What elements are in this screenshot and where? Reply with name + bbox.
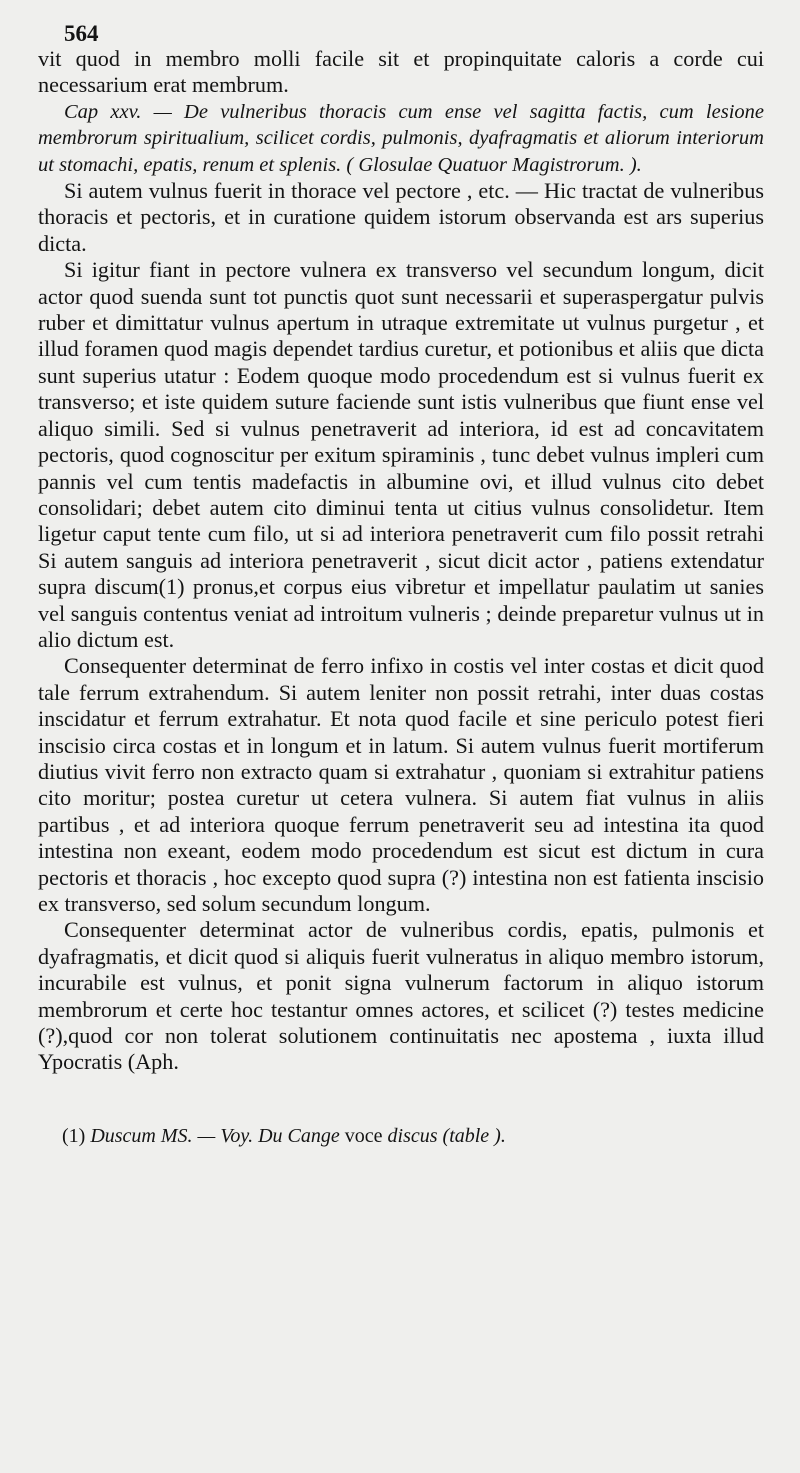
page-number: 564: [64, 21, 99, 46]
paragraph-4: Si igitur fiant in pectore vulnera ex transverso vel secundum longum, dicit actor quod suenda sunt tot punctis quot sunt necessarii et superaspergatur pulvis ruber et dimittatur vulnus apertum in utraque extremitate ut vulnus purgetur , et illud foramen quod magis dependet tardius curetur, et potionibus et aliis que dicta sunt superius utatur : Eodem quoque modo procedendum est si vulnus fuerit ex transverso; et iste quidem suture faciende sunt istis vulneribus que fiunt ense vel aliquo simili. Sed si vulnus penetraverit ad interiora, id est ad concavitatem pectoris, quod cognoscitur per exitum spiraminis , tunc debet vulnus impleri cum pannis vel cum tentis madefactis in albumine ovi, et illud vulnus cito debet consolidari; debet autem cito diminui tenta ut citius vulnus consolidetur. Item ligetur caput tente cum filo, ut si ad interiora penetraverit cum filo possit retrahi Si autem sanguis ad interiora penetraverit , sicut dicit actor , patiens extendatur supra discum(1) pronus,et corpus eius vibretur et impellatur paulatim ut sanies vel sanguis contentus veniat ad introitum vulneris ; deinde preparetur vulnus ut in alio dictum est.: [38, 257, 764, 652]
paragraph-6: Consequenter determinat actor de vulneribus cordis, epatis, pulmonis et dyafragmatis, et dicit quod si aliquis fuerit vulneratus in aliquo membro istorum, incurabile est vulnus, et ponit signa vulnerum factorum in aliquo istorum membrorum et certe hoc testantur omnes actores, et scilicet (?) testes medicine (?),quod cor non tolerat solutionem continuitatis nec apostema , iuxta illud Ypocratis (Aph.: [38, 917, 764, 1075]
paragraph-5: Consequenter determinat de ferro infixo in costis vel inter costas et dicit quod tale ferrum extrahendum. Si autem leniter non possit retrahi, inter duas costas inscidatur et ferrum extrahatur. Et nota quod facile et sine periculo potest fieri inscisio circa costas et in longum et in latum. Si autem vulnus fuerit mortiferum diutius vivit ferro non extracto quam si extrahatur , quoniam si extrahitur patiens cito moritur; postea curetur ut cetera vulnera. Si autem fiat vulnus in aliis partibus , et ad interiora quoque ferrum penetraverit seu ad intestina ita quod intestina non exeant, eodem modo procedendum est sicut est dictum in cura pectoris et thoracis , hoc excepto quod supra (?) intestina non est fatienta inscisio ex transverso, sed solum secundum longum.: [38, 653, 764, 916]
footnote: [38, 1124, 764, 1148]
footnote-spacer: [38, 1076, 764, 1114]
footnote-table: (table ).: [437, 1124, 506, 1147]
paragraph-3: Si autem vulnus fuerit in thorace vel pectore , etc. — Hic tractat de vulneribus thoracis et pectoris, et in curatione quidem istorum observanda est ars superius dicta.: [38, 178, 764, 256]
footnote-main: Duscum MS. —: [90, 1124, 221, 1147]
body-text: [38, 46, 764, 1076]
chapter-heading: Cap xxv. — De vulneribus thoracis cum ense vel sagitta factis, cum lesione membrorum spiritualium, scilicet cordis, pulmonis, dyafragmatis et aliorum interiorum ut stomachi, epatis, renum et splenis. ( Glosulae Quatuor Magistrorum. ).: [38, 100, 764, 176]
footnote-voce: voce: [339, 1124, 388, 1147]
footnote-discus: discus: [387, 1124, 438, 1147]
paragraph-1: vit quod in membro molli facile sit et propinquitate caloris a corde cui necessarium erat membrum.: [38, 46, 764, 98]
footnote-marker: (1): [62, 1124, 86, 1147]
footnote-voy: Voy. Du Cange: [220, 1124, 340, 1147]
